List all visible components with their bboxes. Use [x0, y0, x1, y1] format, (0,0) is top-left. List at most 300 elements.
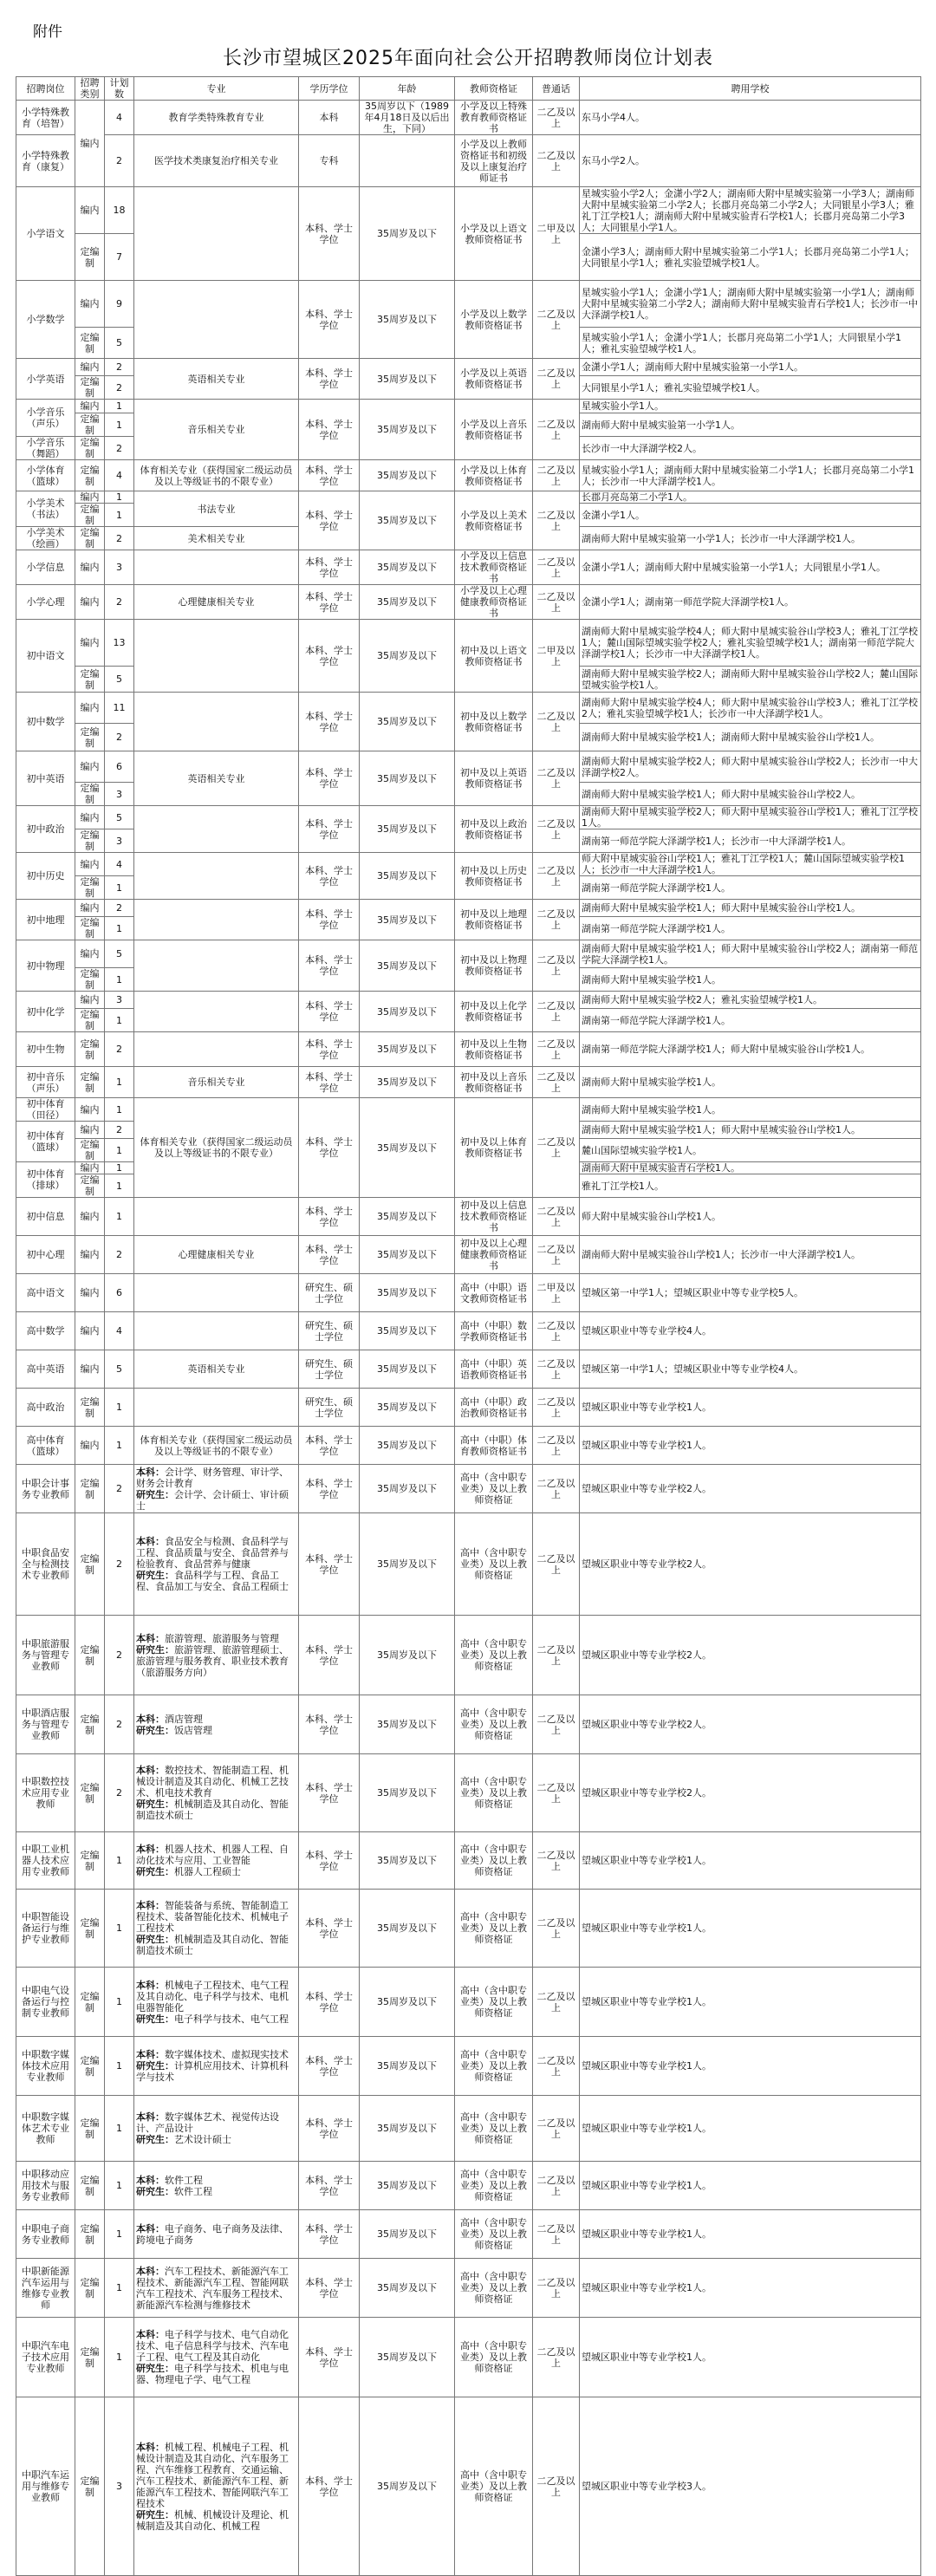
school-cell: 望城区职业中等专业学校1人。 — [580, 2096, 921, 2162]
ptg-cell: 二乙及以上 — [533, 940, 580, 992]
school-cell: 湖南师大附中星城实验学校4人；师大附中星城实验谷山学校3人；雅礼丁江学校2人；雅礼实验望城学校1人；长沙市一中大泽湖学校1人。 — [580, 693, 921, 724]
category-cell: 编内 — [75, 1198, 105, 1236]
ptg-cell: 二乙及以上 — [533, 806, 580, 853]
school-cell: 望城区职业中等专业学校1人。 — [580, 1968, 921, 2037]
ptg-cell: 二乙及以上 — [533, 1465, 580, 1513]
count-cell: 1 — [105, 1832, 134, 1890]
edu-cell: 本科、学士学位 — [299, 1098, 360, 1198]
major-cell — [134, 1389, 299, 1427]
major-undergrad-label: 本科： — [136, 1900, 165, 1911]
category-cell: 定编制 — [75, 1139, 105, 1162]
count-cell: 1 — [105, 1427, 134, 1465]
table-row — [16, 1616, 921, 1695]
table-row — [16, 992, 921, 1009]
category-cell: 编内 — [75, 900, 105, 917]
position-cell: 中职工业机器人技术应用专业教师 — [16, 1832, 75, 1890]
count-cell: 2 — [105, 437, 134, 460]
count-cell: 1 — [105, 2162, 134, 2210]
count-cell: 1 — [105, 1174, 134, 1198]
count-cell: 2 — [105, 1616, 134, 1695]
ptg-cell: 二乙及以上 — [533, 281, 580, 359]
category-cell: 编内 — [75, 620, 105, 667]
major-undergrad-label: 本科： — [136, 1632, 165, 1644]
edu-cell: 本科、学士学位 — [299, 550, 360, 585]
position-cell: 中职数字媒体技术应用专业教师 — [16, 2037, 75, 2096]
edu-cell: 本科、学士学位 — [299, 1890, 360, 1968]
major-undergrad-list: 旅游管理、旅游服务与管理 — [165, 1632, 279, 1644]
major-cell — [134, 1754, 299, 1832]
recruitment-table — [16, 76, 921, 2576]
cert-cell: 初中及以上数学教师资格证书 — [455, 693, 533, 751]
cert-cell: 小学及以上体育教师资格证书 — [455, 460, 533, 491]
cert-cell: 高中（含中职专业类）及以上教师资格证 — [455, 1832, 533, 1890]
count-cell: 5 — [105, 1350, 134, 1389]
table-row — [16, 2318, 921, 2397]
count-cell: 1 — [105, 2318, 134, 2397]
major-cell — [134, 1832, 299, 1890]
category-cell: 编内 — [75, 751, 105, 783]
table-row — [16, 1350, 921, 1389]
count-cell: 1 — [105, 876, 134, 900]
count-cell: 3 — [105, 829, 134, 853]
edu-cell: 本科、学士学位 — [299, 1513, 360, 1616]
header-count: 计划数 — [105, 77, 134, 101]
table-row — [16, 620, 921, 667]
cert-cell: 高中（含中职专业类）及以上教师资格证 — [455, 1513, 533, 1616]
count-cell: 1 — [105, 2259, 134, 2318]
cert-cell: 高中（含中职专业类）及以上教师资格证 — [455, 2318, 533, 2397]
school-cell: 望城区职业中等专业学校1人。 — [580, 2259, 921, 2318]
major-grad-list: 艺术设计硕士 — [174, 2134, 231, 2145]
major-cell: 音乐相关专业 — [134, 400, 299, 460]
ptg-cell: 二乙及以上 — [533, 1067, 580, 1098]
major-cell — [134, 992, 299, 1032]
major-cell — [134, 2096, 299, 2162]
position-cell: 初中英语 — [16, 751, 75, 806]
major-cell: 医学技术类康复治疗相关专业 — [134, 135, 299, 187]
age-cell: 35周岁以下（1989年4月18日及以后出生，下同） — [360, 101, 455, 135]
age-cell: 35周岁及以下 — [360, 1968, 455, 2037]
count-cell: 2 — [105, 376, 134, 400]
ptg-cell: 二乙及以上 — [533, 2162, 580, 2210]
cert-cell: 高中（含中职专业类）及以上教师资格证 — [455, 2162, 533, 2210]
ptg-cell: 二乙及以上 — [533, 853, 580, 900]
count-cell: 1 — [105, 1890, 134, 1968]
major-cell: 体育相关专业（获得国家二级运动员及以上等级证书的不限专业） — [134, 460, 299, 491]
school-cell: 长郡月亮岛第二小学1人。 — [580, 491, 921, 504]
ptg-cell: 二乙及以上 — [533, 1968, 580, 2037]
position-cell: 中职酒店服务与管理专业教师 — [16, 1695, 75, 1754]
age-cell: 35周岁及以下 — [360, 2318, 455, 2397]
ptg-cell: 二甲及以上 — [533, 1274, 580, 1312]
position-cell: 中职会计事务专业教师 — [16, 1465, 75, 1513]
header-major: 专业 — [134, 77, 299, 101]
major-cell — [134, 940, 299, 992]
age-cell: 35周岁及以下 — [360, 2259, 455, 2318]
edu-cell: 本科、学士学位 — [299, 491, 360, 550]
position-cell: 小学体育（篮球） — [16, 460, 75, 491]
major-undergrad-label: 本科： — [136, 2049, 165, 2060]
category-cell: 定编制 — [75, 1465, 105, 1513]
age-cell: 35周岁及以下 — [360, 992, 455, 1032]
school-cell: 湖南师大附中星城实验学校1人。 — [580, 1098, 921, 1122]
position-cell: 初中化学 — [16, 992, 75, 1032]
cert-cell: 小学及以上特殊教育教师资格证书 — [455, 101, 533, 135]
school-cell: 湖南师大附中星城实验学校4人；师大附中星城实验谷山学校3人；雅礼丁江学校1人；麓山国际望城实验学校2人；雅礼实验望城学校1人；湖南第一师范学院大泽湖学校1人；长沙市一中大泽湖学校1人。 — [580, 620, 921, 667]
major-undergrad-list: 汽车工程技术、新能源汽车工程技术、新能源汽车工程、智能网联汽车工程技术、汽车服务工程技术、新能源汽车检测与维修技术 — [136, 2265, 289, 2311]
table-row — [16, 2037, 921, 2096]
count-cell: 9 — [105, 281, 134, 328]
school-cell: 湖南师大附中星城实验学校2人；雅礼实验望城学校1人。 — [580, 992, 921, 1009]
major-undergrad-label: 本科： — [136, 1765, 165, 1776]
major-cell — [134, 853, 299, 900]
major-undergrad-list: 机械工程、机械电子工程、机械设计制造及其自动化、汽车服务工程、汽车维修工程教育、交通运输、汽车工程技术、新能源汽车工程、新能源汽车工程技术、智能网联汽车工程技术 — [136, 2441, 289, 2509]
table-row — [16, 900, 921, 917]
major-grad-label: 研究生： — [136, 1724, 174, 1736]
major-cell — [134, 281, 299, 359]
position-cell: 初中物理 — [16, 940, 75, 992]
edu-cell: 本科、学士学位 — [299, 1198, 360, 1236]
age-cell: 35周岁及以下 — [360, 1389, 455, 1427]
table-row — [16, 281, 921, 328]
school-cell: 湖南师大附中星城实验第一小学1人。 — [580, 413, 921, 437]
position-cell: 高中政治 — [16, 1389, 75, 1427]
edu-cell: 本科、学士学位 — [299, 187, 360, 281]
age-cell: 35周岁及以下 — [360, 1274, 455, 1312]
edu-cell: 本科、学士学位 — [299, 1236, 360, 1274]
count-cell: 1 — [105, 1198, 134, 1236]
major-grad-list: 电子科学与技术、电气工程 — [174, 2013, 289, 2025]
major-grad-list: 机械、机械设计及理论、机械制造及其自动化、机械工程 — [136, 2508, 289, 2532]
category-cell: 定编制 — [75, 328, 105, 359]
ptg-cell: 二乙及以上 — [533, 1032, 580, 1067]
ptg-cell: 二乙及以上 — [533, 460, 580, 491]
major-grad-label: 研究生： — [136, 1934, 174, 1945]
category-cell: 定编制 — [75, 1067, 105, 1098]
cert-cell: 高中（含中职专业类）及以上教师资格证 — [455, 1890, 533, 1968]
table-row — [16, 1968, 921, 2037]
edu-cell: 本科、学士学位 — [299, 400, 360, 460]
category-cell: 定编制 — [75, 1695, 105, 1754]
count-cell: 1 — [105, 2096, 134, 2162]
age-cell: 35周岁及以下 — [360, 1067, 455, 1098]
major-grad-list: 机械制造及其自动化、智能制造技术硕士 — [136, 1934, 289, 1956]
ptg-cell: 二乙及以上 — [533, 1513, 580, 1616]
count-cell: 2 — [105, 527, 134, 550]
cert-cell: 初中及以上历史教师资格证书 — [455, 853, 533, 900]
school-cell: 麓山国际望城实验学校1人。 — [580, 1139, 921, 1162]
major-cell: 美术相关专业 — [134, 527, 299, 550]
table-row — [16, 1695, 921, 1754]
age-cell: 35周岁及以下 — [360, 359, 455, 400]
ptg-cell: 二乙及以上 — [533, 135, 580, 187]
major-grad-label: 研究生： — [136, 2134, 174, 2145]
table-row — [16, 853, 921, 876]
category-cell: 定编制 — [75, 504, 105, 527]
ptg-cell: 二乙及以上 — [533, 693, 580, 751]
school-cell: 望城区职业中等专业学校1人。 — [580, 2037, 921, 2096]
header-mandarin: 普通话 — [533, 77, 580, 101]
position-cell: 小学美术（绘画） — [16, 527, 75, 550]
cert-cell: 初中及以上化学教师资格证书 — [455, 992, 533, 1032]
header-schools: 聘用学校 — [580, 77, 921, 101]
ptg-cell: 二乙及以上 — [533, 2210, 580, 2259]
school-cell: 望城区职业中等专业学校1人。 — [580, 1427, 921, 1465]
edu-cell: 本科、学士学位 — [299, 1465, 360, 1513]
school-cell: 望城区职业中等专业学校3人。 — [580, 2397, 921, 2576]
school-cell: 湖南第一师范学院大泽湖学校1人；长沙市一中大泽湖学校1人。 — [580, 829, 921, 853]
table-row — [16, 1098, 921, 1122]
school-cell: 金潇小学3人；湖南师大附中星城实验第二小学1人；长郡月亮岛第二小学1人；大同银星小学1人；雅礼实验望城学校1人。 — [580, 234, 921, 281]
major-cell — [134, 1465, 299, 1513]
school-cell: 雅礼丁江学校1人。 — [580, 1174, 921, 1198]
category-cell: 定编制 — [75, 234, 105, 281]
position-cell: 高中语文 — [16, 1274, 75, 1312]
major-grad-label: 研究生： — [136, 2060, 174, 2072]
count-cell: 1 — [105, 968, 134, 992]
major-undergrad-list: 智能装备与系统、智能制造工程技术、装备智能化技术、机械电子工程技术 — [136, 1900, 289, 1934]
edu-cell: 本科、学士学位 — [299, 853, 360, 900]
major-cell — [134, 1198, 299, 1236]
school-cell: 星城实验小学1人。 — [580, 400, 921, 413]
position-cell: 初中历史 — [16, 853, 75, 900]
cert-cell: 高中（含中职专业类）及以上教师资格证 — [455, 2397, 533, 2576]
category-cell: 编内 — [75, 585, 105, 620]
school-cell: 湖南师大附中星城实验学校1人。 — [580, 1067, 921, 1098]
edu-cell: 本科、学士学位 — [299, 1695, 360, 1754]
edu-cell: 本科、学士学位 — [299, 2210, 360, 2259]
category-cell: 编内 — [75, 1236, 105, 1274]
page-title: 长沙市望城区2025年面向社会公开招聘教师岗位计划表 — [223, 48, 713, 69]
count-cell: 5 — [105, 667, 134, 693]
count-cell: 2 — [105, 585, 134, 620]
header-category: 招聘类别 — [75, 77, 105, 101]
major-undergrad-list: 数控技术、智能制造工程、机械设计制造及其自动化、机械工艺技术、机电技术教育 — [136, 1765, 289, 1799]
position-cell: 中职移动应用技术与服务专业教师 — [16, 2162, 75, 2210]
major-undergrad-list: 数字媒体艺术、视觉传达设计、产品设计 — [136, 2111, 279, 2134]
category-cell: 定编制 — [75, 1890, 105, 1968]
edu-cell: 本科 — [299, 101, 360, 135]
edu-cell: 本科、学士学位 — [299, 900, 360, 940]
ptg-cell: 二乙及以上 — [533, 101, 580, 135]
count-cell: 1 — [105, 491, 134, 504]
school-cell: 湖南师大附中星城实验青石学校1人。 — [580, 1162, 921, 1174]
table-row — [16, 1427, 921, 1465]
major-cell — [134, 620, 299, 693]
age-cell: 35周岁及以下 — [360, 2397, 455, 2576]
position-cell: 初中地理 — [16, 900, 75, 940]
count-cell: 2 — [105, 1465, 134, 1513]
edu-cell: 研究生、硕士学位 — [299, 1274, 360, 1312]
table-row — [16, 491, 921, 504]
category-cell: 定编制 — [75, 1389, 105, 1427]
school-cell: 望城区职业中等专业学校2人。 — [580, 1754, 921, 1832]
major-cell: 书法专业 — [134, 491, 299, 527]
position-cell: 高中数学 — [16, 1312, 75, 1350]
cert-cell: 初中及以上生物教师资格证书 — [455, 1032, 533, 1067]
cert-cell: 初中及以上政治教师资格证书 — [455, 806, 533, 853]
school-cell: 望城区职业中等专业学校1人。 — [580, 2318, 921, 2397]
ptg-cell: 二乙及以上 — [533, 2259, 580, 2318]
major-cell — [134, 1968, 299, 2037]
edu-cell: 本科、学士学位 — [299, 1032, 360, 1067]
cert-cell: 高中（含中职专业类）及以上教师资格证 — [455, 2096, 533, 2162]
category-cell: 定编制 — [75, 724, 105, 751]
school-cell: 望城区职业中等专业学校1人。 — [580, 1890, 921, 1968]
cert-cell: 高中（含中职专业类）及以上教师资格证 — [455, 1465, 533, 1513]
position-cell: 小学英语 — [16, 359, 75, 400]
position-cell: 中职汽车电子技术应用专业教师 — [16, 2318, 75, 2397]
major-cell — [134, 1274, 299, 1312]
cert-cell: 初中及以上语文教师资格证书 — [455, 620, 533, 693]
count-cell: 2 — [105, 359, 134, 376]
ptg-cell: 二乙及以上 — [533, 1890, 580, 1968]
edu-cell: 本科、学士学位 — [299, 2259, 360, 2318]
major-undergrad-list: 电子科学与技术、电气自动化技术、电子信息科学与技术、汽车电子工程、电气工程及其自动化 — [136, 2329, 289, 2363]
header-age: 年龄 — [360, 77, 455, 101]
category-cell: 编内 — [75, 187, 105, 234]
edu-cell: 本科、学士学位 — [299, 460, 360, 491]
category-cell: 定编制 — [75, 968, 105, 992]
cert-cell: 高中（中职）体育教师资格证书 — [455, 1427, 533, 1465]
count-cell: 1 — [105, 413, 134, 437]
edu-cell: 本科、学士学位 — [299, 992, 360, 1032]
cert-cell: 小学及以上数学教师资格证书 — [455, 281, 533, 359]
major-cell: 体育相关专业（获得国家二级运动员及以上等级证书的不限专业） — [134, 1427, 299, 1465]
position-cell: 初中体育（田径） — [16, 1098, 75, 1122]
position-cell: 中职智能设备运行与维护专业教师 — [16, 1890, 75, 1968]
table-row — [16, 1274, 921, 1312]
school-cell: 金潇小学1人；湖南师大附中星城实验第一小学1人。 — [580, 359, 921, 376]
age-cell: 35周岁及以下 — [360, 1427, 455, 1465]
count-cell: 6 — [105, 1274, 134, 1312]
age-cell: 35周岁及以下 — [360, 1098, 455, 1198]
table-row — [16, 751, 921, 783]
edu-cell: 本科、学士学位 — [299, 359, 360, 400]
age-cell: 35周岁及以下 — [360, 693, 455, 751]
cert-cell: 小学及以上英语教师资格证书 — [455, 359, 533, 400]
major-undergrad-label: 本科： — [136, 1466, 165, 1478]
school-cell: 金潇小学1人。 — [580, 504, 921, 527]
cert-cell: 高中（中职）政治教师资格证书 — [455, 1389, 533, 1427]
school-cell: 望城区职业中等专业学校2人。 — [580, 1465, 921, 1513]
edu-cell: 研究生、硕士学位 — [299, 1312, 360, 1350]
ptg-cell: 二乙及以上 — [533, 400, 580, 460]
table-row — [16, 2210, 921, 2259]
major-cell — [134, 2162, 299, 2210]
table-row — [16, 1754, 921, 1832]
cert-cell: 小学及以上音乐教师资格证书 — [455, 400, 533, 460]
age-cell: 35周岁及以下 — [360, 2210, 455, 2259]
position-cell: 中职数字媒体艺术专业教师 — [16, 2096, 75, 2162]
ptg-cell: 二乙及以上 — [533, 550, 580, 585]
category-cell: 编内 — [75, 1098, 105, 1122]
table-row — [16, 1067, 921, 1098]
major-grad-label: 研究生： — [136, 2185, 174, 2197]
major-grad-label: 研究生： — [136, 2508, 174, 2521]
count-cell: 2 — [105, 1032, 134, 1067]
major-undergrad-label: 本科： — [136, 1536, 165, 1547]
ptg-cell: 二乙及以上 — [533, 1427, 580, 1465]
category-cell: 编内 — [75, 359, 105, 376]
count-cell: 1 — [105, 1139, 134, 1162]
position-cell: 小学美术（书法） — [16, 491, 75, 527]
major-grad-label: 研究生： — [136, 1488, 174, 1500]
count-cell: 13 — [105, 620, 134, 667]
school-cell: 湖南师大附中星城实验学校2人；师大附中星城实验谷山学校2人；长沙市一中大泽湖学校2人。 — [580, 751, 921, 783]
major-cell: 心理健康相关专业 — [134, 585, 299, 620]
school-cell: 望城区职业中等专业学校1人。 — [580, 2210, 921, 2259]
table-row — [16, 460, 921, 491]
major-grad-list: 机械制造及其自动化、智能制造技术硕士 — [136, 1799, 289, 1821]
major-grad-list: 机器人工程硕士 — [174, 1866, 241, 1877]
major-grad-list: 食品科学与工程、食品工程、食品加工与安全、食品工程硕士 — [136, 1570, 289, 1592]
age-cell: 35周岁及以下 — [360, 1198, 455, 1236]
header-certificate: 教师资格证 — [455, 77, 533, 101]
edu-cell: 本科、学士学位 — [299, 585, 360, 620]
ptg-cell: 二乙及以上 — [533, 359, 580, 400]
major-cell — [134, 693, 299, 751]
school-cell: 湖南师大附中星城实验学校1人；师大附中星城实验谷山学校2人；湖南第一师范学院大泽湖学校1人。 — [580, 940, 921, 968]
category-cell: 定编制 — [75, 2162, 105, 2210]
school-cell: 金潇小学1人；湖南师大附中星城实验第一小学1人；大同银星小学1人。 — [580, 550, 921, 585]
age-cell: 35周岁及以下 — [360, 1832, 455, 1890]
count-cell: 1 — [105, 504, 134, 527]
category-cell: 编内 — [75, 1162, 105, 1174]
table-row — [16, 693, 921, 724]
count-cell: 2 — [105, 1513, 134, 1616]
position-cell: 初中语文 — [16, 620, 75, 693]
count-cell: 4 — [105, 1312, 134, 1350]
category-cell: 定编制 — [75, 437, 105, 460]
category-cell: 编内 — [75, 400, 105, 413]
category-cell: 定编制 — [75, 876, 105, 900]
school-cell: 湖南第一师范学院大泽湖学校1人；师大附中星城实验谷山学校1人。 — [580, 1032, 921, 1067]
count-cell: 2 — [105, 135, 134, 187]
school-cell: 湖南师大附中星城实验学校2人；师大附中星城实验谷山学校1人；雅礼丁江学校1人。 — [580, 806, 921, 829]
major-cell — [134, 1513, 299, 1616]
school-cell: 望城区第一中学1人；望城区职业中等专业学校4人。 — [580, 1350, 921, 1389]
age-cell: 35周岁及以下 — [360, 1754, 455, 1832]
ptg-cell: 二乙及以上 — [533, 2037, 580, 2096]
category-cell: 定编制 — [75, 527, 105, 550]
major-cell — [134, 187, 299, 281]
age-cell — [360, 135, 455, 187]
major-grad-label: 研究生： — [136, 1799, 174, 1810]
table-row — [16, 1890, 921, 1968]
cert-cell: 小学及以上教师资格证书和初级及以上康复治疗师证书 — [455, 135, 533, 187]
position-cell: 中职汽车运用与维修专业教师 — [16, 2397, 75, 2576]
edu-cell: 本科、学士学位 — [299, 1067, 360, 1098]
school-cell: 湖南师大附中星城实验学校1人。 — [580, 968, 921, 992]
ptg-cell: 二乙及以上 — [533, 585, 580, 620]
major-cell — [134, 1032, 299, 1067]
count-cell: 4 — [105, 853, 134, 876]
age-cell: 35周岁及以下 — [360, 620, 455, 693]
major-cell: 英语相关专业 — [134, 751, 299, 806]
age-cell: 35周岁及以下 — [360, 187, 455, 281]
edu-cell: 本科、学士学位 — [299, 1832, 360, 1890]
ptg-cell: 二乙及以上 — [533, 1312, 580, 1350]
major-cell — [134, 2037, 299, 2096]
position-cell: 高中体育（篮球） — [16, 1427, 75, 1465]
age-cell: 35周岁及以下 — [360, 2162, 455, 2210]
age-cell: 35周岁及以下 — [360, 806, 455, 853]
cert-cell: 高中（含中职专业类）及以上教师资格证 — [455, 1695, 533, 1754]
major-cell — [134, 900, 299, 940]
cert-cell: 高中（含中职专业类）及以上教师资格证 — [455, 1968, 533, 2037]
major-cell — [134, 1616, 299, 1695]
